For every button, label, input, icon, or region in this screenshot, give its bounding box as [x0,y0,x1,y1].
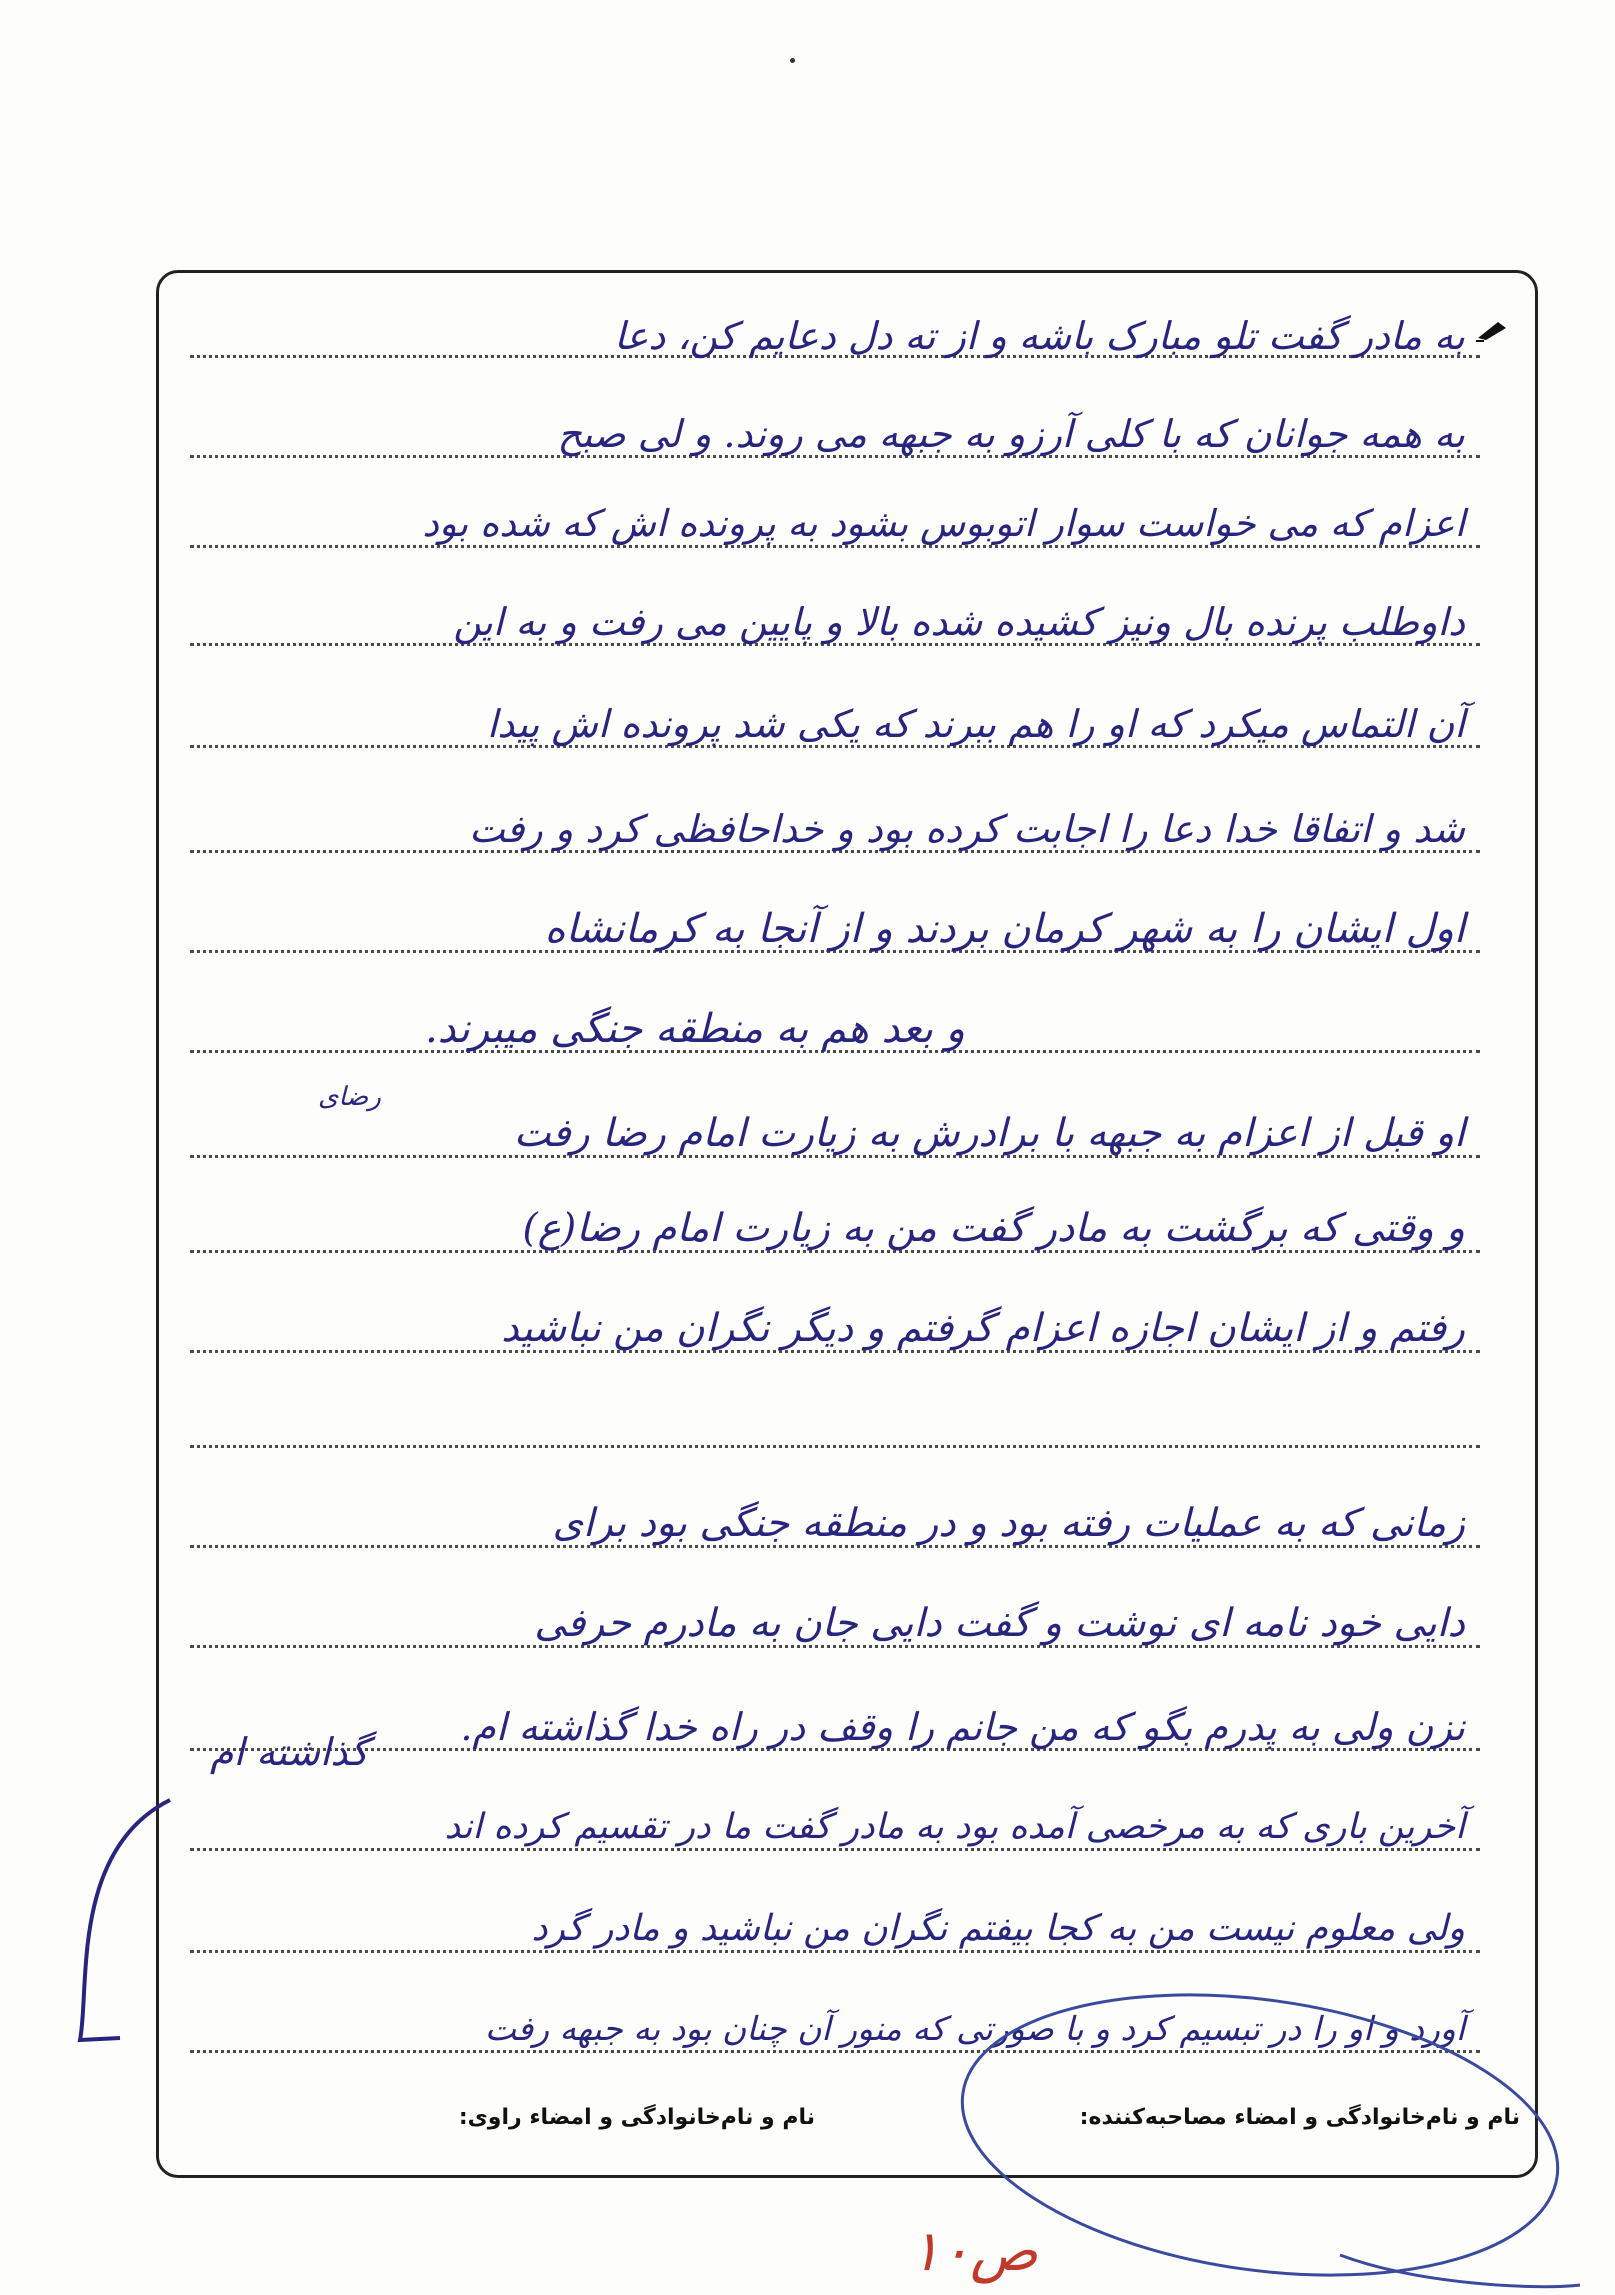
handwritten-line: نزن ولی به پدرم بگو که من جانم را وقف در راه خدا گذاشته ام. [460,1705,1465,1749]
handwritten-line: آورد و او را در تبسیم کرد و با صورتی که منور آن چنان بود به جبهه رفت [484,2009,1465,2048]
margin-note: گذاشته ام [210,1730,369,1774]
handwritten-line: داوطلب پرنده بال ونیز کشیده شده بالا و پایین می رفت و به این [453,600,1465,644]
handwritten-line: شد و اتفاقا خدا دعا را اجابت کرده بود و خداحافظی کرد و رفت [468,807,1465,851]
handwritten-line: ولی معلوم نیست من به کجا بیفتم نگران من نباشید و مادر گرد [531,1908,1465,1949]
handwritten-line: و بعد هم به منطقه جنگی میبرند. [424,1006,965,1052]
pen-icon [1476,318,1510,342]
handwritten-line: اعزام که می خواست سوار اتوبوس بشود به پرونده اش که شده بود [422,502,1465,545]
interviewer-label: نام و نام‌خانوادگی و امضاء مصاحبه‌کننده: [1079,2105,1520,2130]
ruled-line [190,1445,1480,1448]
margin-bracket [50,1710,440,2070]
handwritten-line: اول ایشان را به شهر کرمان بردند و از آنجا به کرمانشاه [544,906,1465,952]
handwritten-line: به همه جوانان که با کلی آرزو به جبهه می روند. و لی صبح [557,412,1465,456]
handwritten-line: او قبل از اعزام به جبهه با برادرش به زیارت امام رضا رفت [513,1111,1465,1156]
page-number-mark [810,2205,1038,2285]
handwritten-line: آن التماس میکرد که او را هم ببرند که یکی شد پرونده اش پیدا [486,702,1465,746]
handwritten-line: و وقتی که برگشت به مادر گفت من به زیارت امام رضا(ع) [522,1206,1465,1251]
handwritten-line: به مادر گفت تلو مبارک باشه و از ته دل دعایم کن، دعا [614,314,1465,358]
ink-dot [790,58,795,63]
handwritten-line: زمانی که به عملیات رفته بود و در منطقه جنگی بود برای [552,1501,1465,1546]
handwritten-line: رفتم و از ایشان اجازه اعزام گرفتم و دیگر نگران من نباشید [501,1306,1465,1351]
interlinear-note: رضای [318,1082,381,1112]
handwritten-line: آخرین باری که به مرخصی آمده بود به مادر گفت ما در تقسیم کرده اند [444,1807,1465,1847]
narrator-label: نام و نام‌خانوادگی و امضاء راوی: [458,2105,815,2130]
page-number-text: ص۱۰ [910,2219,1038,2284]
handwritten-line: دایی خود نامه ای نوشت و گفت دایی جان به مادرم حرفی [534,1601,1465,1646]
